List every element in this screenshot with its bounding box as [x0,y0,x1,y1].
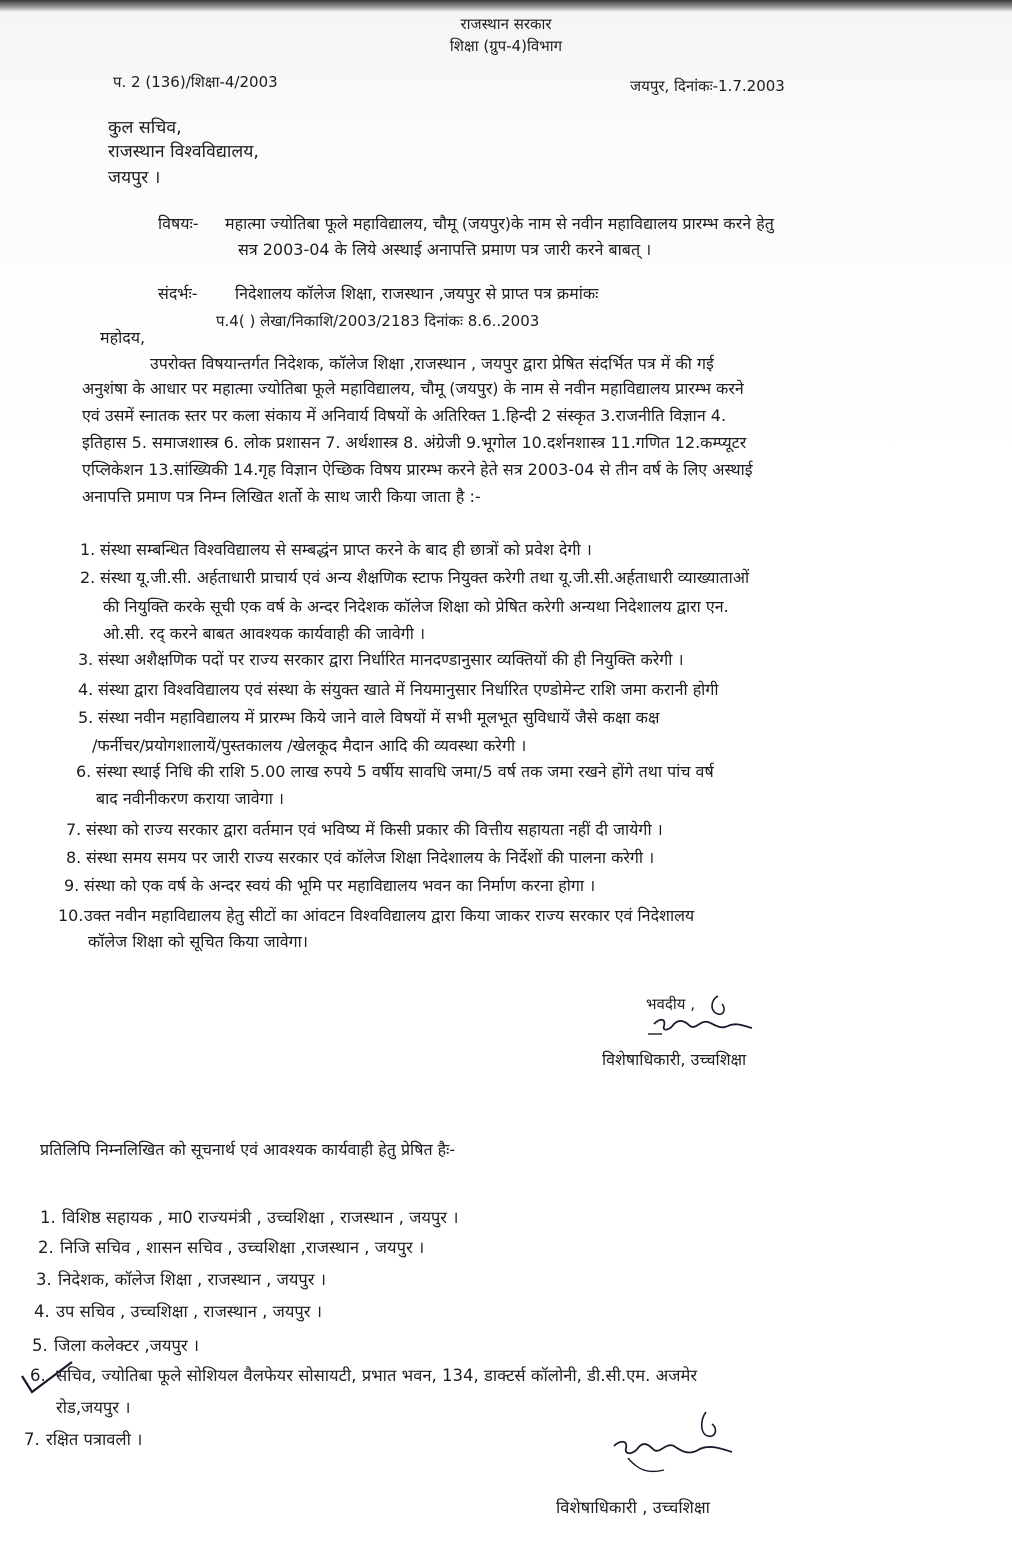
subject-line-2: सत्र 2003-04 के लिये अस्थाई अनापत्ति प्रमाण पत्र जारी करने बाबत् । [238,240,652,259]
signature-2 [608,1406,768,1486]
copy-intro: प्रतिलिपि निम्नलिखित को सूचनार्थ एवं आवश्यक कार्यवाही हेतु प्रेषित हैः- [40,1140,456,1159]
copy-item-1-text: विशिष्ठ सहायक , मा0 राज्यमंत्री , उच्चशिक्षा , राजस्थान , जयपुर । [62,1208,459,1227]
copy-item-2-number: 2. [38,1238,54,1257]
condition-2-text-3: ओ.सी. रद् करने बाबत आवश्यक कार्यवाही की जावेगी । [103,624,426,643]
condition-10-text-2: कॉलेज शिक्षा को सूचित किया जावेगा। [88,932,308,951]
condition-8-text: संस्था समय समय पर जारी राज्य सरकार एवं कॉलेज शिक्षा निदेशालय के निर्देशों की पालना करेगी । [86,848,655,867]
condition-6-number: 6. [76,762,92,781]
body-line-3: एवं उसमें स्नातक स्तर पर कला संकाय में अनिवार्य विषयों के अतिरिक्त 1.हिन्दी 2 संस्कृत 3.राजनीति विज्ञान 4. [82,406,727,425]
copy-item-4-number: 4. [34,1302,50,1321]
letterhead-department: शिक्षा (ग्रुप-4)विभाग [449,37,563,55]
addressee-line-3: जयपुर । [108,168,161,188]
condition-7-text: संस्था को राज्य सरकार द्वारा वर्तमान एवं भविष्य में किसी प्रकार की वित्तीय सहायता नहीं दी जायेगी । [86,820,663,839]
body-line-4: इतिहास 5. समाजशास्त्र 6. लोक प्रशासन 7. अर्थशास्त्र 8. अंग्रेजी 9.भूगोल 10.दर्शनशास्त्र 11.गणित 12.कम्प्यूटर [82,433,747,452]
copy-item-7-number: 7. [24,1430,40,1449]
body-line-1: उपरोक्त विषयान्तर्गत निदेशक, कॉलेज शिक्षा ,राजस्थान , जयपुर द्वारा प्रेषित संदर्भित पत्र में की गई [150,354,714,373]
copy-item-6-text-2: रोड,जयपुर । [56,1398,131,1417]
condition-2-text-2: की नियुक्ति करके सूची एक वर्ष के अन्दर निदेशक कॉलेज शिक्षा को प्रेषित करेगी अन्यथा निदेशालय द्वारा एन. [103,597,729,616]
condition-3-number: 3. [78,650,94,669]
condition-6-text-2: बाद नवीनीकरण कराया जावेगा । [96,789,284,808]
reference-line-1: निदेशालय कॉलेज शिक्षा, राजस्थान ,जयपुर से प्राप्त पत्र क्रमांकः [235,284,599,303]
copy-item-2-text: निजि सचिव , शासन सचिव , उच्चशिक्षा ,राजस्थान , जयपुर । [60,1238,425,1257]
copy-item-4-text: उप सचिव , उच्चशिक्षा , राजस्थान , जयपुर । [56,1302,323,1321]
condition-5-text-2: /फर्नीचर/प्रयोगशालायें/पुस्तकालय /खेलकूद मैदान आदि की व्यवस्था करेगी । [92,736,527,755]
body-line-6: अनापत्ति प्रमाण पत्र निम्न लिखित शर्तो के साथ जारी किया जाता है :- [82,487,481,506]
addressee-line-2: राजस्थान विश्वविद्यालय, [108,142,259,162]
copy-item-3-text: निदेशक, कॉलेज शिक्षा , राजस्थान , जयपुर । [58,1270,327,1289]
closing-designation: विशेषाधिकारी, उच्चशिक्षा [602,1050,747,1069]
letter-place-date: जयपुर, दिनांकः-1.7.2003 [630,77,785,95]
copy-item-5-number: 5. [32,1336,48,1355]
condition-1-number: 1. [80,540,96,559]
condition-2-text-1: संस्था यू.जी.सी. अर्हताधारी प्राचार्य एवं अन्य शैक्षणिक स्टाफ नियुक्त करेगी तथा यू.जी.सी.अर्हताधारी व्याख्याताओं [100,568,750,587]
copy-item-5-text: जिला कलेक्टर ,जयपुर । [54,1336,200,1355]
copy-item-6-number: 6. [30,1366,46,1385]
letterhead-government: राजस्थान सरकार [460,15,552,33]
salutation: महोदय, [100,328,146,347]
condition-10-number: 10. [58,906,84,925]
condition-9-number: 9. [64,876,80,895]
copy-item-3-number: 3. [36,1270,52,1289]
condition-9-text: संस्था को एक वर्ष के अन्दर स्वयं की भूमि पर महाविद्यालय भवन का निर्माण करना होगा । [84,876,596,895]
reference-label: संदर्भः- [158,284,198,303]
condition-4-text: संस्था द्वारा विश्वविद्यालय एवं संस्था के संयुक्त खाते में नियमानुसार निर्धारित एण्डोमेन्ट राशि जमा करानी होगी [98,680,719,699]
condition-5-text-1: संस्था नवीन महाविद्यालय में प्रारम्भ किये जाने वाले विषयों में सभी मूलभूत सुविधायें जैसे कक्षा कक्ष [98,708,660,727]
signature-1 [640,990,790,1040]
condition-8-number: 8. [66,848,82,867]
condition-7-number: 7. [66,820,82,839]
scan-edge-shadow [0,0,1012,12]
copy-item-6-text-1: सचिव, ज्योतिबा फूले सोशियल वैलफेयर सोसायटी, प्रभात भवन, 134, डाक्टर्स कॉलोनी, डी.सी.एम. अजमेर [56,1366,698,1385]
body-line-5: एप्लिकेशन 13.सांख्यिकी 14.गृह विज्ञान ऐच्छिक विषय प्रारम्भ करने हेते सत्र 2003-04 से तीन वर्ष के लिए अस्थाई [82,460,753,479]
closing-regards: भवदीय , [646,995,695,1013]
subject-line-1: महात्मा ज्योतिबा फूले महाविद्यालय, चौमू (जयपुर)के नाम से नवीन महाविद्यालय प्रारम्भ करने हेतु [225,214,774,233]
condition-1-text: संस्था सम्बन्धित विश्वविद्यालय से सम्बद्धंन प्राप्त करने के बाद ही छात्रों को प्रवेश देगी । [100,540,592,559]
condition-5-number: 5. [78,708,94,727]
copy-item-7-text: रक्षित पत्रावली । [46,1430,143,1449]
condition-10-text-1: उक्त नवीन महाविद्यालय हेतु सीटों का आंवटन विश्वविद्यालय द्वारा किया जाकर राज्य सरकार एवं निदेशालय [84,906,695,925]
condition-2-number: 2. [80,568,96,587]
condition-3-text: संस्था अशैक्षणिक पदों पर राज्य सरकार द्वारा निर्धारित मानदण्डानुसार व्यक्तियों की ही नियुक्ति करेगी । [98,650,684,669]
condition-6-text-1: संस्था स्थाई निधि की राशि 5.00 लाख रुपये 5 वर्षीय सावधि जमा/5 वर्ष तक जमा रखने होंगे तथा पांच वर्ष [96,762,714,781]
reference-line-2: प.4( ) लेखा/निकाशि/2003/2183 दिनांकः 8.6..2003 [216,312,540,330]
addressee-line-1: कुल सचिव, [108,118,182,138]
body-line-2: अनुशंषा के आधार पर महात्मा ज्योतिबा फूले महाविद्यालय, चौमू (जयपुर) के नाम से नवीन महाविद्यालय प्रारम्भ करने [82,379,744,398]
condition-4-number: 4. [78,680,94,699]
copy-item-1-number: 1. [40,1208,56,1227]
copy-designation: विशेषाधिकारी , उच्चशिक्षा [556,1498,710,1517]
subject-label: विषयः- [158,214,199,233]
letter-reference-number: प. 2 (136)/शिक्षा-4/2003 [113,73,278,91]
